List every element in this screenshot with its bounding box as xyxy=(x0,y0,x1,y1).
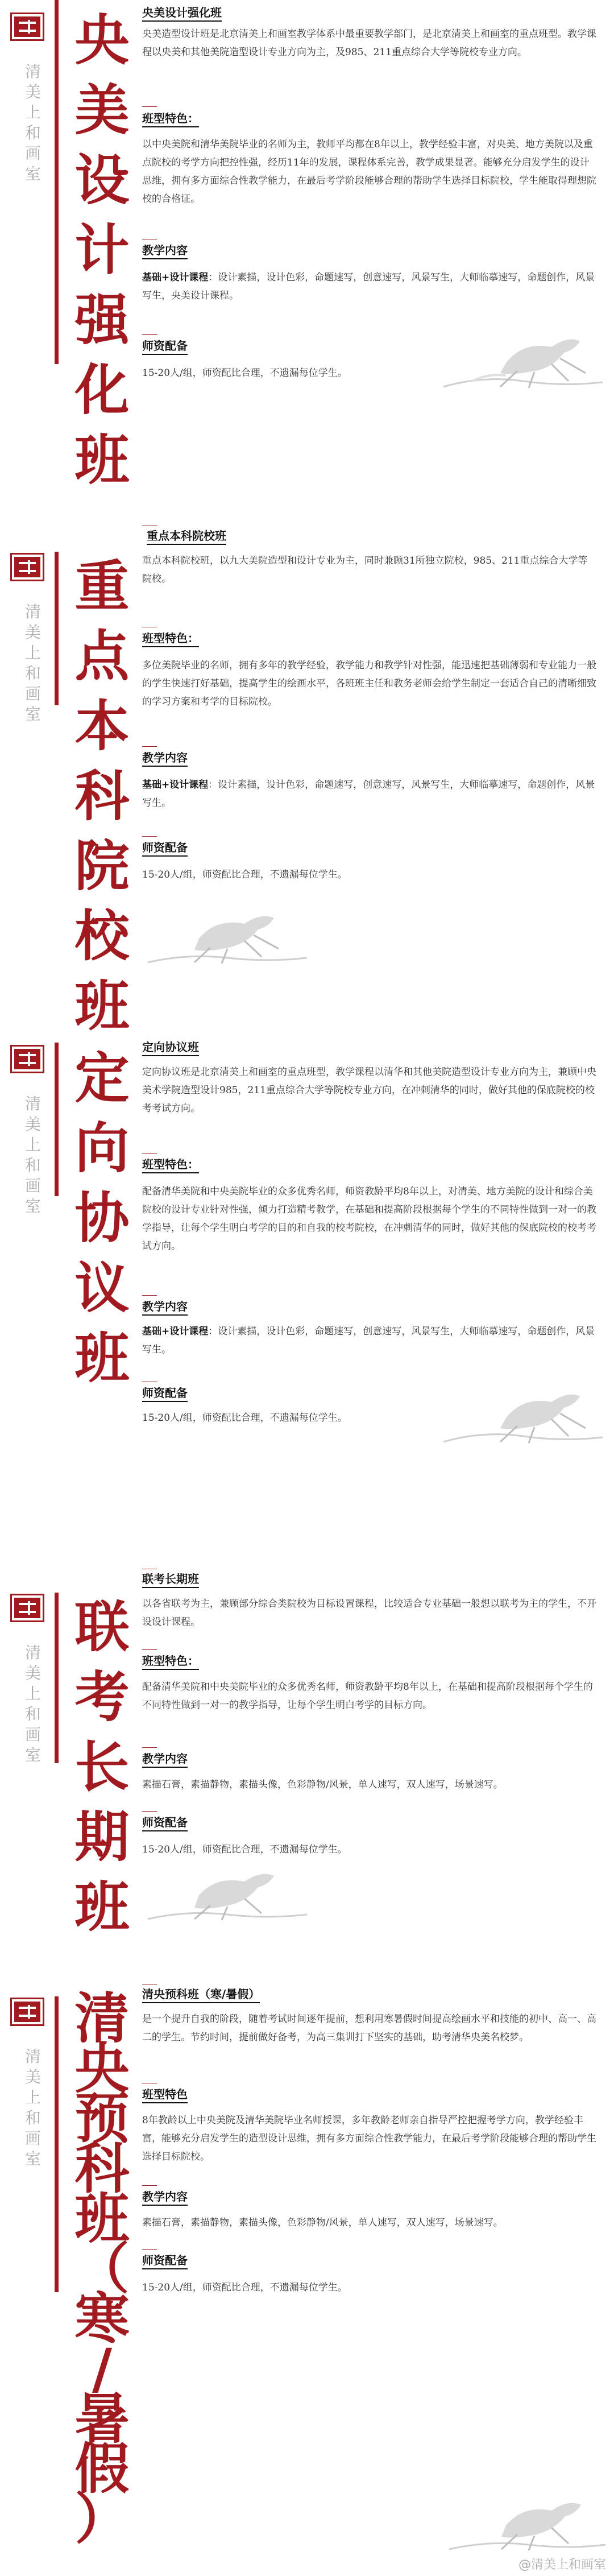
feature-title: 班型特色： xyxy=(142,1155,199,1173)
section-header: 联考长期班 xyxy=(142,1570,199,1588)
vertical-title: 定 向 协 议 班 xyxy=(74,1047,130,1390)
intro-text: 央美造型设计班是北京清美上和画室教学体系中最重要教学部门，是北京清美上和画室的重点班型。教学课程以央美和其他美院造型设计专业方向为主，及985、211重点综合大学等院校专业方向。 xyxy=(142,28,596,58)
feature-title: 班型特色 xyxy=(142,2085,188,2103)
teacher-title: 师资配备 xyxy=(142,1813,188,1831)
ink-horse-illustration xyxy=(438,1374,608,1453)
ink-horse-illustration xyxy=(438,319,608,398)
ink-horse-illustration xyxy=(443,2486,608,2560)
section-header: 定向协议班 xyxy=(142,1038,199,1056)
intro-text: 是一个提升自我的阶段，随着考试时间逐年提前，想利用寒暑假时间提高绘画水平和技能的初中、高一、高二的学生。节约时间，提前做好备考，为高三集训打下坚实的基础，助考清华央美名校梦。 xyxy=(142,2013,596,2043)
feature-title: 班型特色： xyxy=(142,109,199,127)
teacher-text: 15-20人/组，师资配比合理，不遗漏每位学生。 xyxy=(142,2282,347,2293)
teacher-text: 15-20人/组，师资配比合理，不遗漏每位学生。 xyxy=(142,1844,347,1855)
studio-name-vertical: 清 美 上 和 画 室 xyxy=(24,602,41,723)
content-title: 教学内容 xyxy=(142,1297,188,1316)
feature-text: 配备清华美院和中央美院毕业的众多优秀名师，师资教龄平均8年以上，在基础和提高阶段根据每个学生的不同特性做到一对一的教学指导，让每个学生明白考学的目标方向。 xyxy=(142,1681,593,1711)
feature-text: 8年教龄以上中央美院及清华美院毕业名师授课，多年教龄老师亲自指导严控把握考学方向，教学经验丰富，能够充分启发学生的造型设计思维，拥有多方面综合性教学能力，在最后考学阶段能够合理的帮助学生选择目标院校。 xyxy=(142,2115,596,2162)
teacher-title: 师资配备 xyxy=(142,2251,188,2269)
seal-logo xyxy=(10,1045,44,1073)
teacher-title: 师资配备 xyxy=(142,337,188,355)
content-title: 教学内容 xyxy=(142,1750,188,1768)
feature-text: 以中央美院和清华美院毕业的名师为主，教师平均都在8年以上，教学经验丰富，对央美、地方美院以及重点院校的考学方向把控性强，经历11年的发展，课程体系完善，教学成果显著。能够充分启发学生的设计思维，拥有多方面综合性教学能力，在最后考学阶段能够合理的帮助学生选择目标院校，学生能取得理想院校的合格证。 xyxy=(142,139,596,205)
section-content xyxy=(142,0,597,379)
vertical-title: 联 考 长 期 班 xyxy=(74,1595,130,1939)
teacher-text: 15-20人/组，师资配比合理，不遗漏每位学生。 xyxy=(142,1412,347,1424)
seal-logo xyxy=(10,13,44,41)
vertical-title: 央 美 设 计 强 化 班 xyxy=(74,9,130,492)
seal-logo xyxy=(10,1998,44,2026)
studio-name-vertical: 清 美 上 和 画 室 xyxy=(24,2047,41,2168)
teacher-text: 15-20人/组，师资配比合理，不遗漏每位学生。 xyxy=(142,367,347,379)
intro-text: 定向协议班是北京清美上和画室的重点班型，教学课程以清华和其他美院造型设计专业方向为主，兼顾中央美术学院造型设计985，211重点综合大学等院校专业方向，在冲刺清华的同时，做好其他的保底院校的校考考试方向。 xyxy=(142,1066,596,1114)
teacher-title: 师资配备 xyxy=(142,1384,188,1402)
ink-horse-illustration xyxy=(142,899,313,973)
feature-title: 班型特色： xyxy=(142,1652,199,1670)
content-title: 教学内容 xyxy=(142,749,188,767)
red-vertical-bar xyxy=(55,1996,59,2292)
section-header: 重点本科院校班 xyxy=(147,527,226,545)
seal-logo xyxy=(10,1594,44,1622)
intro-text: 重点本科院校班，以九大美院造型和设计专业为主，同时兼顾31所独立院校，985、211重点综合大学等院校。 xyxy=(142,555,588,585)
seal-logo xyxy=(10,553,44,581)
ink-horse-illustration xyxy=(142,1860,313,1928)
teacher-title: 师资配备 xyxy=(142,838,188,857)
feature-title: 班型特色： xyxy=(142,629,199,647)
content-text: 素描石膏，素描静物，素描头像，色彩静物/风景，单人速写，双人速写，场景速写。 xyxy=(142,1779,503,1791)
content-text: 基础+设计课程：设计素描，设计色彩，命题速写，创意速写，风景写生，大师临摹速写，命题创作，风景写生。 xyxy=(142,779,595,809)
content-text: 基础+设计课程：设计素描，设计色彩，命题速写，创意速写，风景写生，大师临摹速写，命题创作，风景写生。 xyxy=(142,1326,595,1355)
red-vertical-bar xyxy=(55,1043,59,1196)
content-text: 素描石膏，素描静物，素描头像，色彩静物/风景，单人速写，双人速写，场景速写。 xyxy=(142,2217,503,2228)
content-title: 教学内容 xyxy=(142,2188,188,2206)
intro-text: 以各省联考为主，兼顾部分综合类院校为目标设置课程，比较适合专业基础一般想以联考为主的学生，不开设设计课程。 xyxy=(142,1598,596,1628)
vertical-title: 清 央 预 科 班 （ 寒 / 暑 假 ） xyxy=(74,1987,130,2551)
studio-name-vertical: 清 美 上 和 画 室 xyxy=(24,62,41,183)
studio-name-vertical: 清 美 上 和 画 室 xyxy=(24,1094,41,1215)
section-header: 央美设计强化班 xyxy=(142,3,222,22)
red-vertical-bar xyxy=(55,1593,59,1763)
watermark: @清美上和画室 xyxy=(518,2558,606,2572)
red-vertical-bar xyxy=(55,0,59,364)
content-text: 基础+设计课程：设计素描，设计色彩，命题速写，创意速写，风景写生，大师临摹速写，命题创作，风景写生，央美设计课程。 xyxy=(142,272,595,301)
section-header: 清央预科班（寒/暑假） xyxy=(142,1985,260,2003)
feature-text: 配备清华美院和中央美院毕业的众多优秀名师，师资教龄平均8年以上，对清美、地方美院的设计和综合美院校的设计专业针对性强，倾力打造精考教学，在基础和提高阶段根据每个学生的不同特性做到一对一的教学指导，让每个学生明白考学的目的和自我的校考院校，在冲刺清华的同时，做好其他的保底院校的校考考试方向。 xyxy=(142,1186,596,1252)
teacher-text: 15-20人/组，师资配比合理，不遗漏每位学生。 xyxy=(142,869,347,880)
vertical-title: 重 点 本 科 院 校 班 xyxy=(74,555,130,1038)
studio-name-vertical: 清 美 上 和 画 室 xyxy=(24,1643,41,1764)
feature-text: 多位美院毕业的名师，拥有多年的教学经验，教学能力和教学针对性强，能迅速把基础薄弱和专业能力一般的学生快速打好基础，提高学生的绘画水平，各班班主任和教务老师会给学生制定一套适合自己的清晰细致的学习方案和考学的目标院校。 xyxy=(142,660,596,708)
content-title: 教学内容 xyxy=(142,241,188,259)
red-vertical-bar xyxy=(55,552,59,705)
